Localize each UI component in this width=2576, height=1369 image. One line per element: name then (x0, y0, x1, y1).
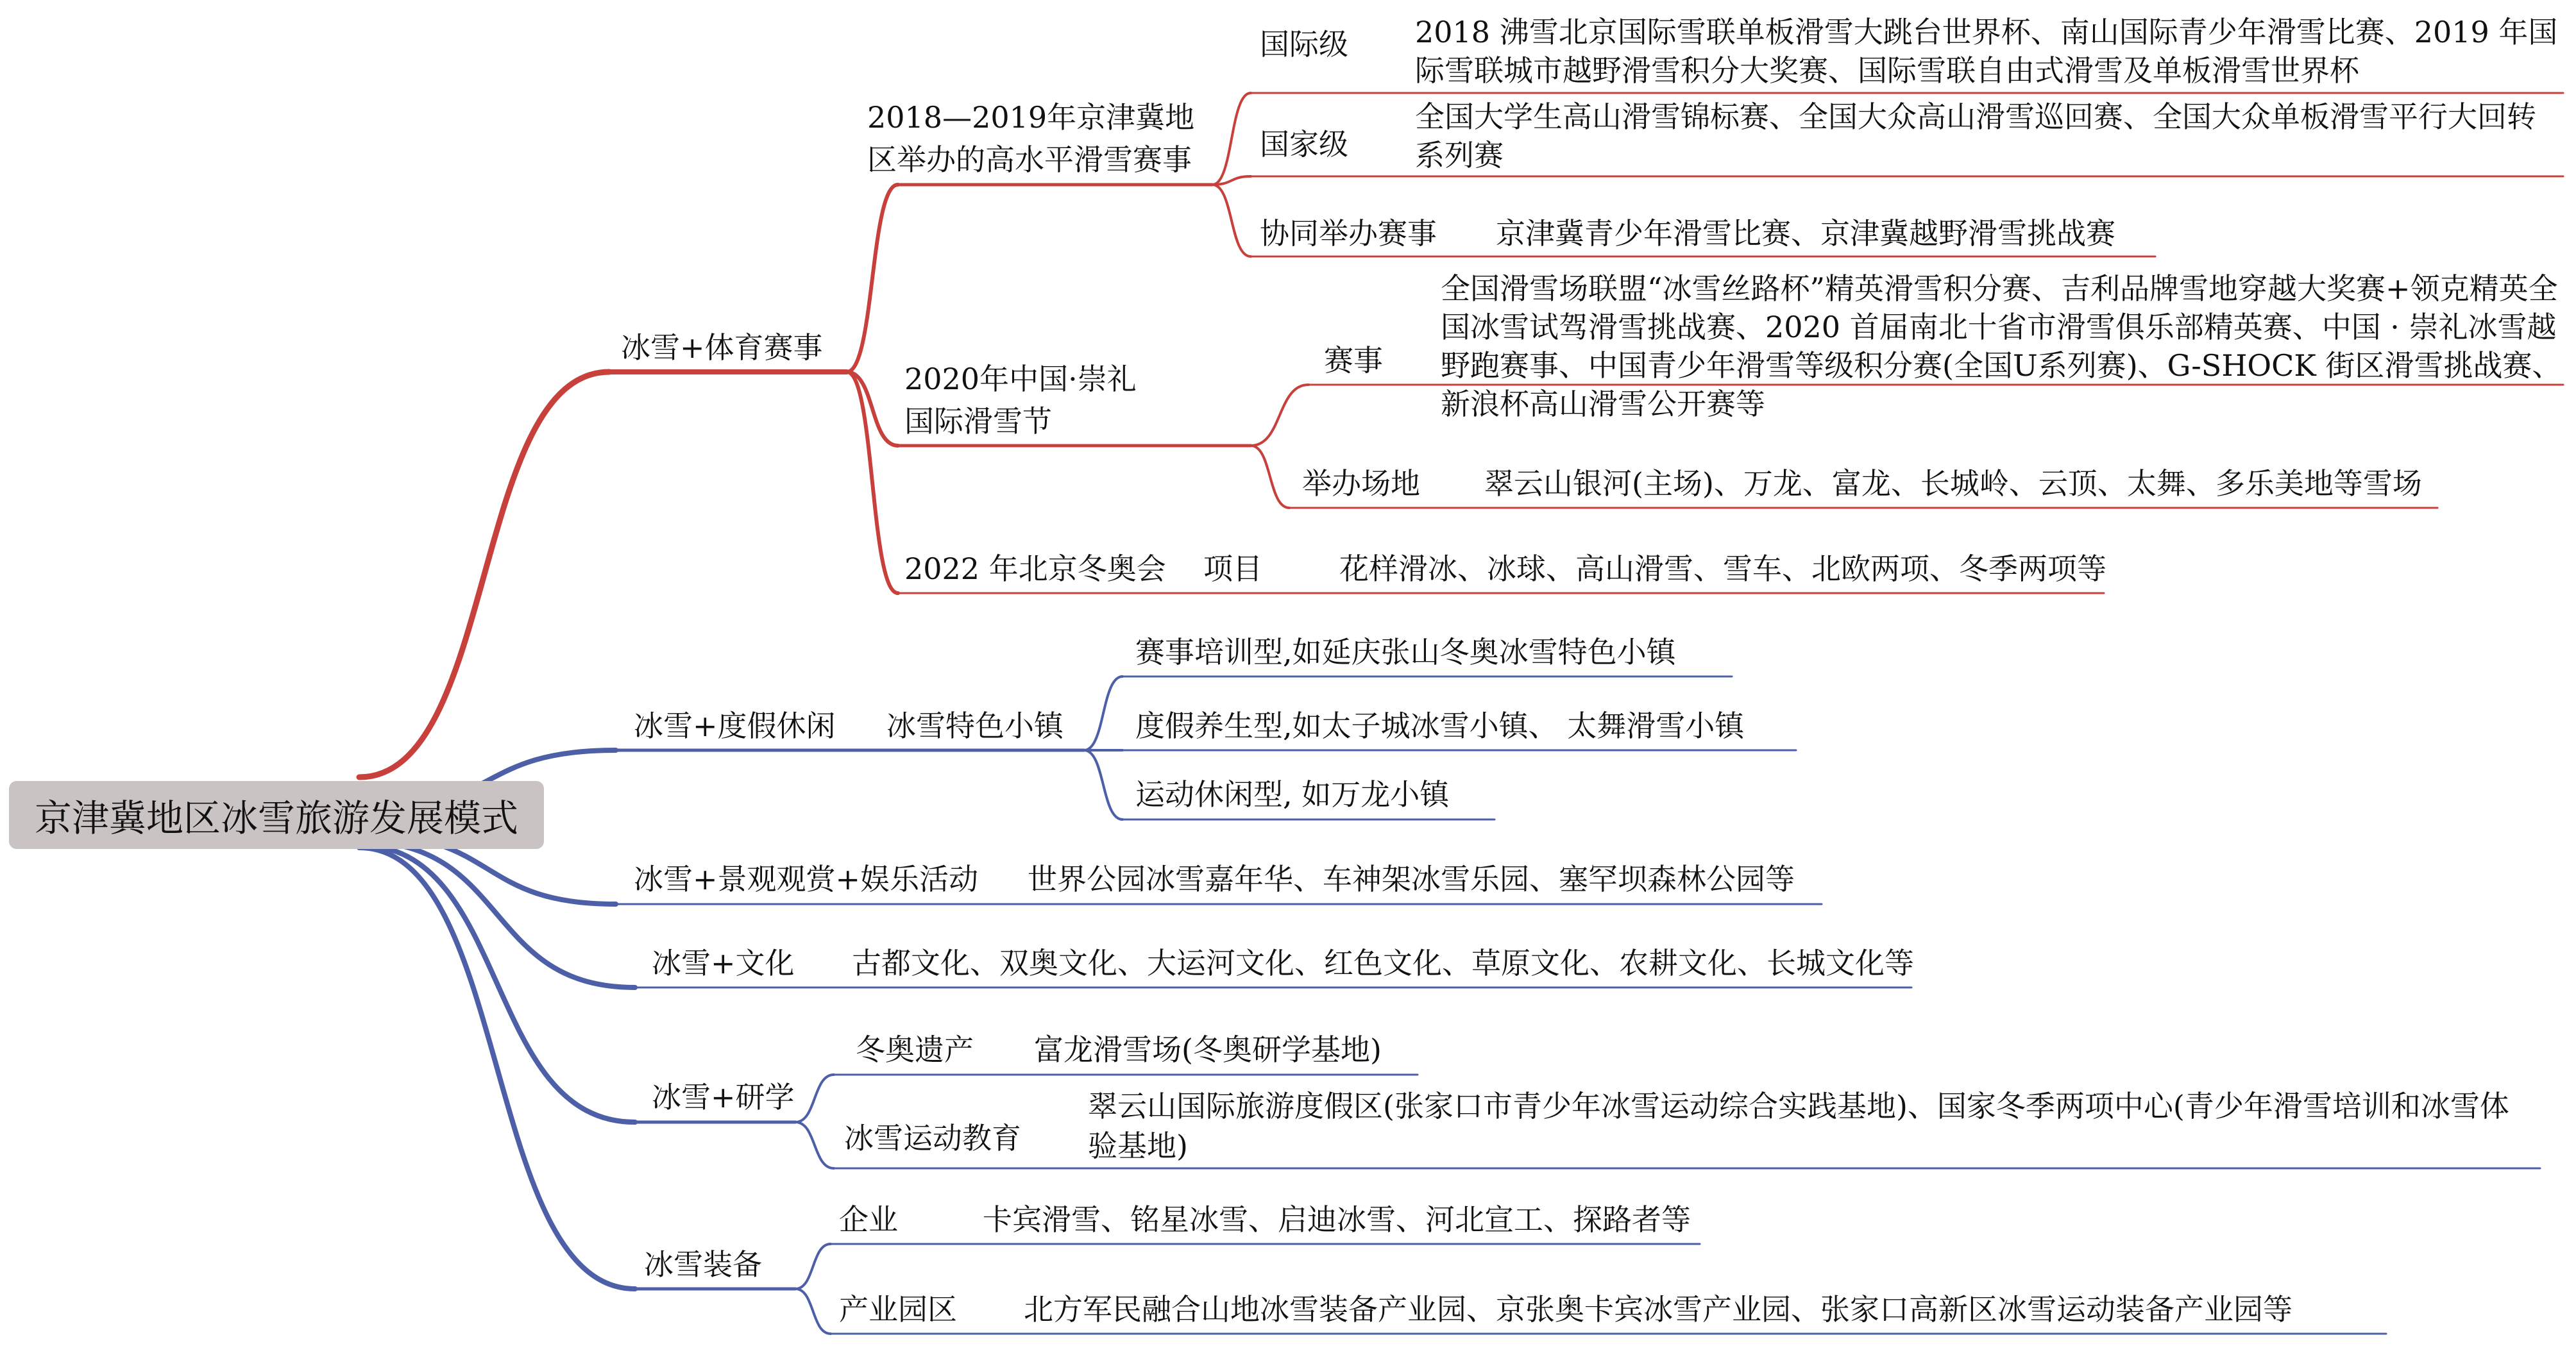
events-2018-label: 2018—2019年京津冀地区举办的高水平滑雪赛事 (867, 100, 1195, 177)
intl-level-events: 2018 沸雪北京国际雪联单板滑雪大跳台世界杯、南山国际青少年滑雪比赛、2019 年国际雪联城市越野滑雪积分大奖赛、国际雪联自由式滑雪及单板滑雪世界杯 (1415, 15, 2558, 88)
town-type-item: 赛事培训型,如延庆张山冬奥冰雪特色小镇 (1135, 635, 1676, 669)
venues-curve (1251, 446, 1289, 508)
heritage-text: 富龙滑雪场(冬奥研学基地) (1034, 1032, 1382, 1067)
equipment-branch-label: 冰雪装备 (644, 1247, 762, 1282)
education-text: 翠云山国际旅游度假区(张家口市青少年冰雪运动综合实践基地)、国家冬季两项中心(青少年滑雪培训和冰雪体验基地) (1088, 1089, 2509, 1163)
town-type-curve (1084, 750, 1123, 819)
study-branch-label: 冰雪+研学 (652, 1080, 795, 1114)
town-type-item: 运动休闲型, 如万龙小镇 (1135, 777, 1450, 812)
town-type-curve (1084, 676, 1123, 750)
scenery-text: 世界公园冰雪嘉年华、车神架冰雪乐园、塞罕坝森林公园等 (1028, 862, 1795, 896)
snow-town-label: 冰雪特色小镇 (886, 709, 1063, 743)
heritage-curve (795, 1075, 834, 1122)
enterprise-text: 卡宾滑雪、铭星冰雪、启迪冰雪、河北宣工、探路者等 (983, 1202, 1691, 1237)
joint-curve (1212, 185, 1251, 256)
sport-branch-label: 冰雪+体育赛事 (621, 330, 823, 365)
intl-level-label: 国际级 (1260, 27, 1348, 62)
root-node: 京津冀地区冰雪旅游发展模式 (9, 781, 544, 849)
enterprise-curve (795, 1244, 831, 1289)
education-curve (795, 1122, 834, 1168)
town-type-item: 度假养生型,如太子城冰雪小镇、 太舞滑雪小镇 (1135, 709, 1745, 743)
chongli-events-label: 赛事 (1324, 343, 1383, 378)
park-curve (795, 1289, 831, 1334)
scenery-branch-label: 冰雪+景观观赏+娱乐活动 (634, 862, 979, 896)
chongli-2020-label: 2020年中国·崇礼国际滑雪节 (904, 362, 1137, 439)
joint-events-text: 京津冀青少年滑雪比赛、京津冀越野滑雪挑战赛 (1496, 216, 2115, 251)
sport-main-curve (359, 372, 609, 777)
education-label: 冰雪运动教育 (844, 1121, 1021, 1155)
venues-text: 翠云山银河(主场)、万龙、富龙、长城岭、云顶、太舞、多乐美地等雪场 (1484, 466, 2422, 501)
chongli-events-curve (1251, 385, 1309, 446)
culture-branch-label: 冰雪+文化 (652, 946, 795, 980)
chongli-curve (847, 372, 898, 446)
venues-label: 举办场地 (1302, 466, 1420, 501)
olympics-projects-text: 花样滑冰、冰球、高山滑雪、雪车、北欧两项、冬季两项等 (1339, 551, 2106, 586)
events-2018-curve (847, 185, 898, 372)
enterprise-label: 企业 (839, 1202, 898, 1237)
heritage-label: 冬奥遗产 (856, 1032, 974, 1067)
chongli-events-text: 全国滑雪场联盟“冰雪丝路杯”精英滑雪积分赛、吉利品牌雪地穿越大奖赛+领克精英全国冰雪试驾滑雪挑战赛、2020 首届南北十省市滑雪俱乐部精英赛、中国 · 崇礼冰雪越野跑赛事、中国青少年滑雪等级积分赛(全国U系列赛)、G-SHOCK 街区滑雪挑战赛、新浪杯高山滑雪公开赛等 (1441, 271, 2562, 421)
olympics-projects-label: 项目 (1203, 551, 1262, 586)
joint-events-label: 协同举办赛事 (1260, 216, 1437, 251)
olympics-2022-label: 2022 年北京冬奥会 (904, 551, 1166, 586)
national-level-label: 国家级 (1260, 127, 1348, 162)
national-level-events: 全国大学生高山滑雪锦标赛、全国大众高山滑雪巡回赛、全国大众单板滑雪平行大回转系列赛 (1415, 99, 2536, 172)
park-label: 产业园区 (839, 1292, 957, 1327)
park-text: 北方军民融合山地冰雪装备产业园、京张奥卡宾冰雪产业园、张家口高新区冰雪运动装备产业园等 (1024, 1292, 2292, 1327)
culture-text: 古都文化、双奥文化、大运河文化、红色文化、草原文化、农耕文化、长城文化等 (852, 946, 1914, 980)
leisure-branch-label: 冰雪+度假休闲 (634, 709, 836, 743)
